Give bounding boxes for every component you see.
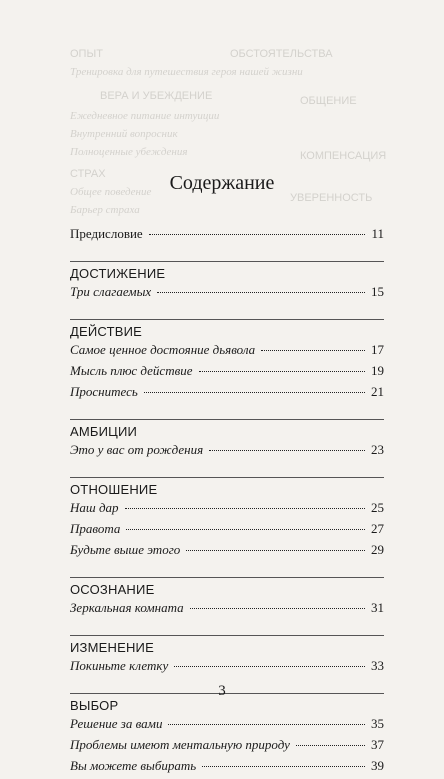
toc-entry-page: 21: [371, 384, 384, 399]
dot-leader: [209, 450, 365, 451]
page-number: 3: [218, 683, 226, 699]
toc-entry-page: 19: [371, 363, 384, 378]
toc-entry-row[interactable]: [70, 521, 384, 542]
dot-leader: [190, 608, 365, 609]
section-heading: АМБИЦИИ: [70, 419, 384, 442]
toc-entry-page: 31: [371, 600, 384, 615]
toc-entry-page: 25: [371, 500, 384, 515]
toc-entry-label: Наш дар: [70, 500, 119, 515]
toc-entry-label: Решение за вами: [70, 716, 163, 731]
toc-entry-label: Покиньте клетку: [70, 658, 169, 673]
section-heading: ВЫБОР: [70, 693, 384, 716]
toc-entry-row[interactable]: [70, 442, 384, 463]
section-heading: ИЗМЕНЕНИЕ: [70, 635, 384, 658]
toc-entry-page: 23: [371, 442, 384, 457]
toc-entry-page: 27: [371, 521, 384, 536]
toc-entry-label: Вы можете выбирать: [70, 758, 197, 773]
toc-entry-label: Предисловие: [70, 226, 143, 241]
dot-leader: [202, 766, 365, 767]
dot-leader: [261, 350, 365, 351]
toc-entry-label: Проснитесь: [70, 384, 138, 399]
dot-leader: [144, 392, 365, 393]
toc-entry-row[interactable]: [70, 542, 384, 563]
dot-leader: [199, 371, 366, 372]
toc-entry-row[interactable]: [70, 363, 384, 384]
toc-entry-label: Три слагаемых: [70, 284, 152, 299]
toc-entry-page: 35: [371, 716, 384, 731]
dot-leader: [186, 550, 365, 551]
dot-leader: [125, 508, 365, 509]
section-heading: ДЕЙСТВИЕ: [70, 319, 384, 342]
toc-entry-label: Будьте выше этого: [70, 542, 181, 557]
toc-entry-page: 15: [371, 284, 384, 299]
toc-entry-label: Проблемы имеют ментальную природу: [70, 737, 290, 752]
dot-leader: [168, 724, 365, 725]
page-title: Содержание: [169, 172, 275, 194]
toc-entry-row[interactable]: [70, 342, 384, 363]
toc-entry-row[interactable]: [70, 284, 384, 305]
toc-entry-row[interactable]: [70, 737, 384, 758]
toc-entry-label: Мысль плюс действие: [70, 363, 193, 378]
toc-entry-page: 39: [371, 758, 384, 773]
toc-entry-row[interactable]: [70, 658, 384, 679]
dot-leader: [126, 529, 365, 530]
section-heading: ДОСТИЖЕНИЕ: [70, 261, 384, 284]
toc-entry-row[interactable]: [70, 716, 384, 737]
toc-entry-page: 37: [371, 737, 384, 752]
toc-entry-page: 11: [371, 226, 384, 241]
toc-preface-row[interactable]: [70, 226, 384, 247]
toc-entry-row[interactable]: [70, 758, 384, 779]
dot-leader: [149, 234, 366, 235]
section-heading: ОТНОШЕНИЕ: [70, 477, 384, 500]
section-heading: ОСОЗНАНИЕ: [70, 577, 384, 600]
toc-entry-page: 17: [371, 342, 384, 357]
toc-entry-page: 33: [371, 658, 384, 673]
toc-entry-label: Зеркальная комната: [70, 600, 184, 615]
bleed-through-background: ОПЫТ ОБСТОЯТЕЛЬСТВА Тренировка для путешествия героя нашей жизни ВЕРА И УБЕЖДЕНИЕ ОБЩЕНИЕ Ежедневное питание интуиции Внутренний вопросник Полноценные убеждения КОМПЕНСАЦИЯ СТРАХ Общее поведение Барьер страха УВЕРЕННОСТЬ: [70, 48, 387, 216]
toc-entry-page: 29: [371, 542, 384, 557]
dot-leader: [174, 666, 365, 667]
toc-entry-row[interactable]: [70, 600, 384, 621]
toc-entry-row[interactable]: [70, 384, 384, 405]
toc-entry-label: Правота: [70, 521, 121, 536]
toc-entry-label: Это у вас от рождения: [70, 442, 204, 457]
toc-entry-label: Самое ценное достояние дьявола: [70, 342, 256, 357]
dot-leader: [296, 745, 365, 746]
toc-entry-row[interactable]: [70, 500, 384, 521]
dot-leader: [157, 292, 365, 293]
